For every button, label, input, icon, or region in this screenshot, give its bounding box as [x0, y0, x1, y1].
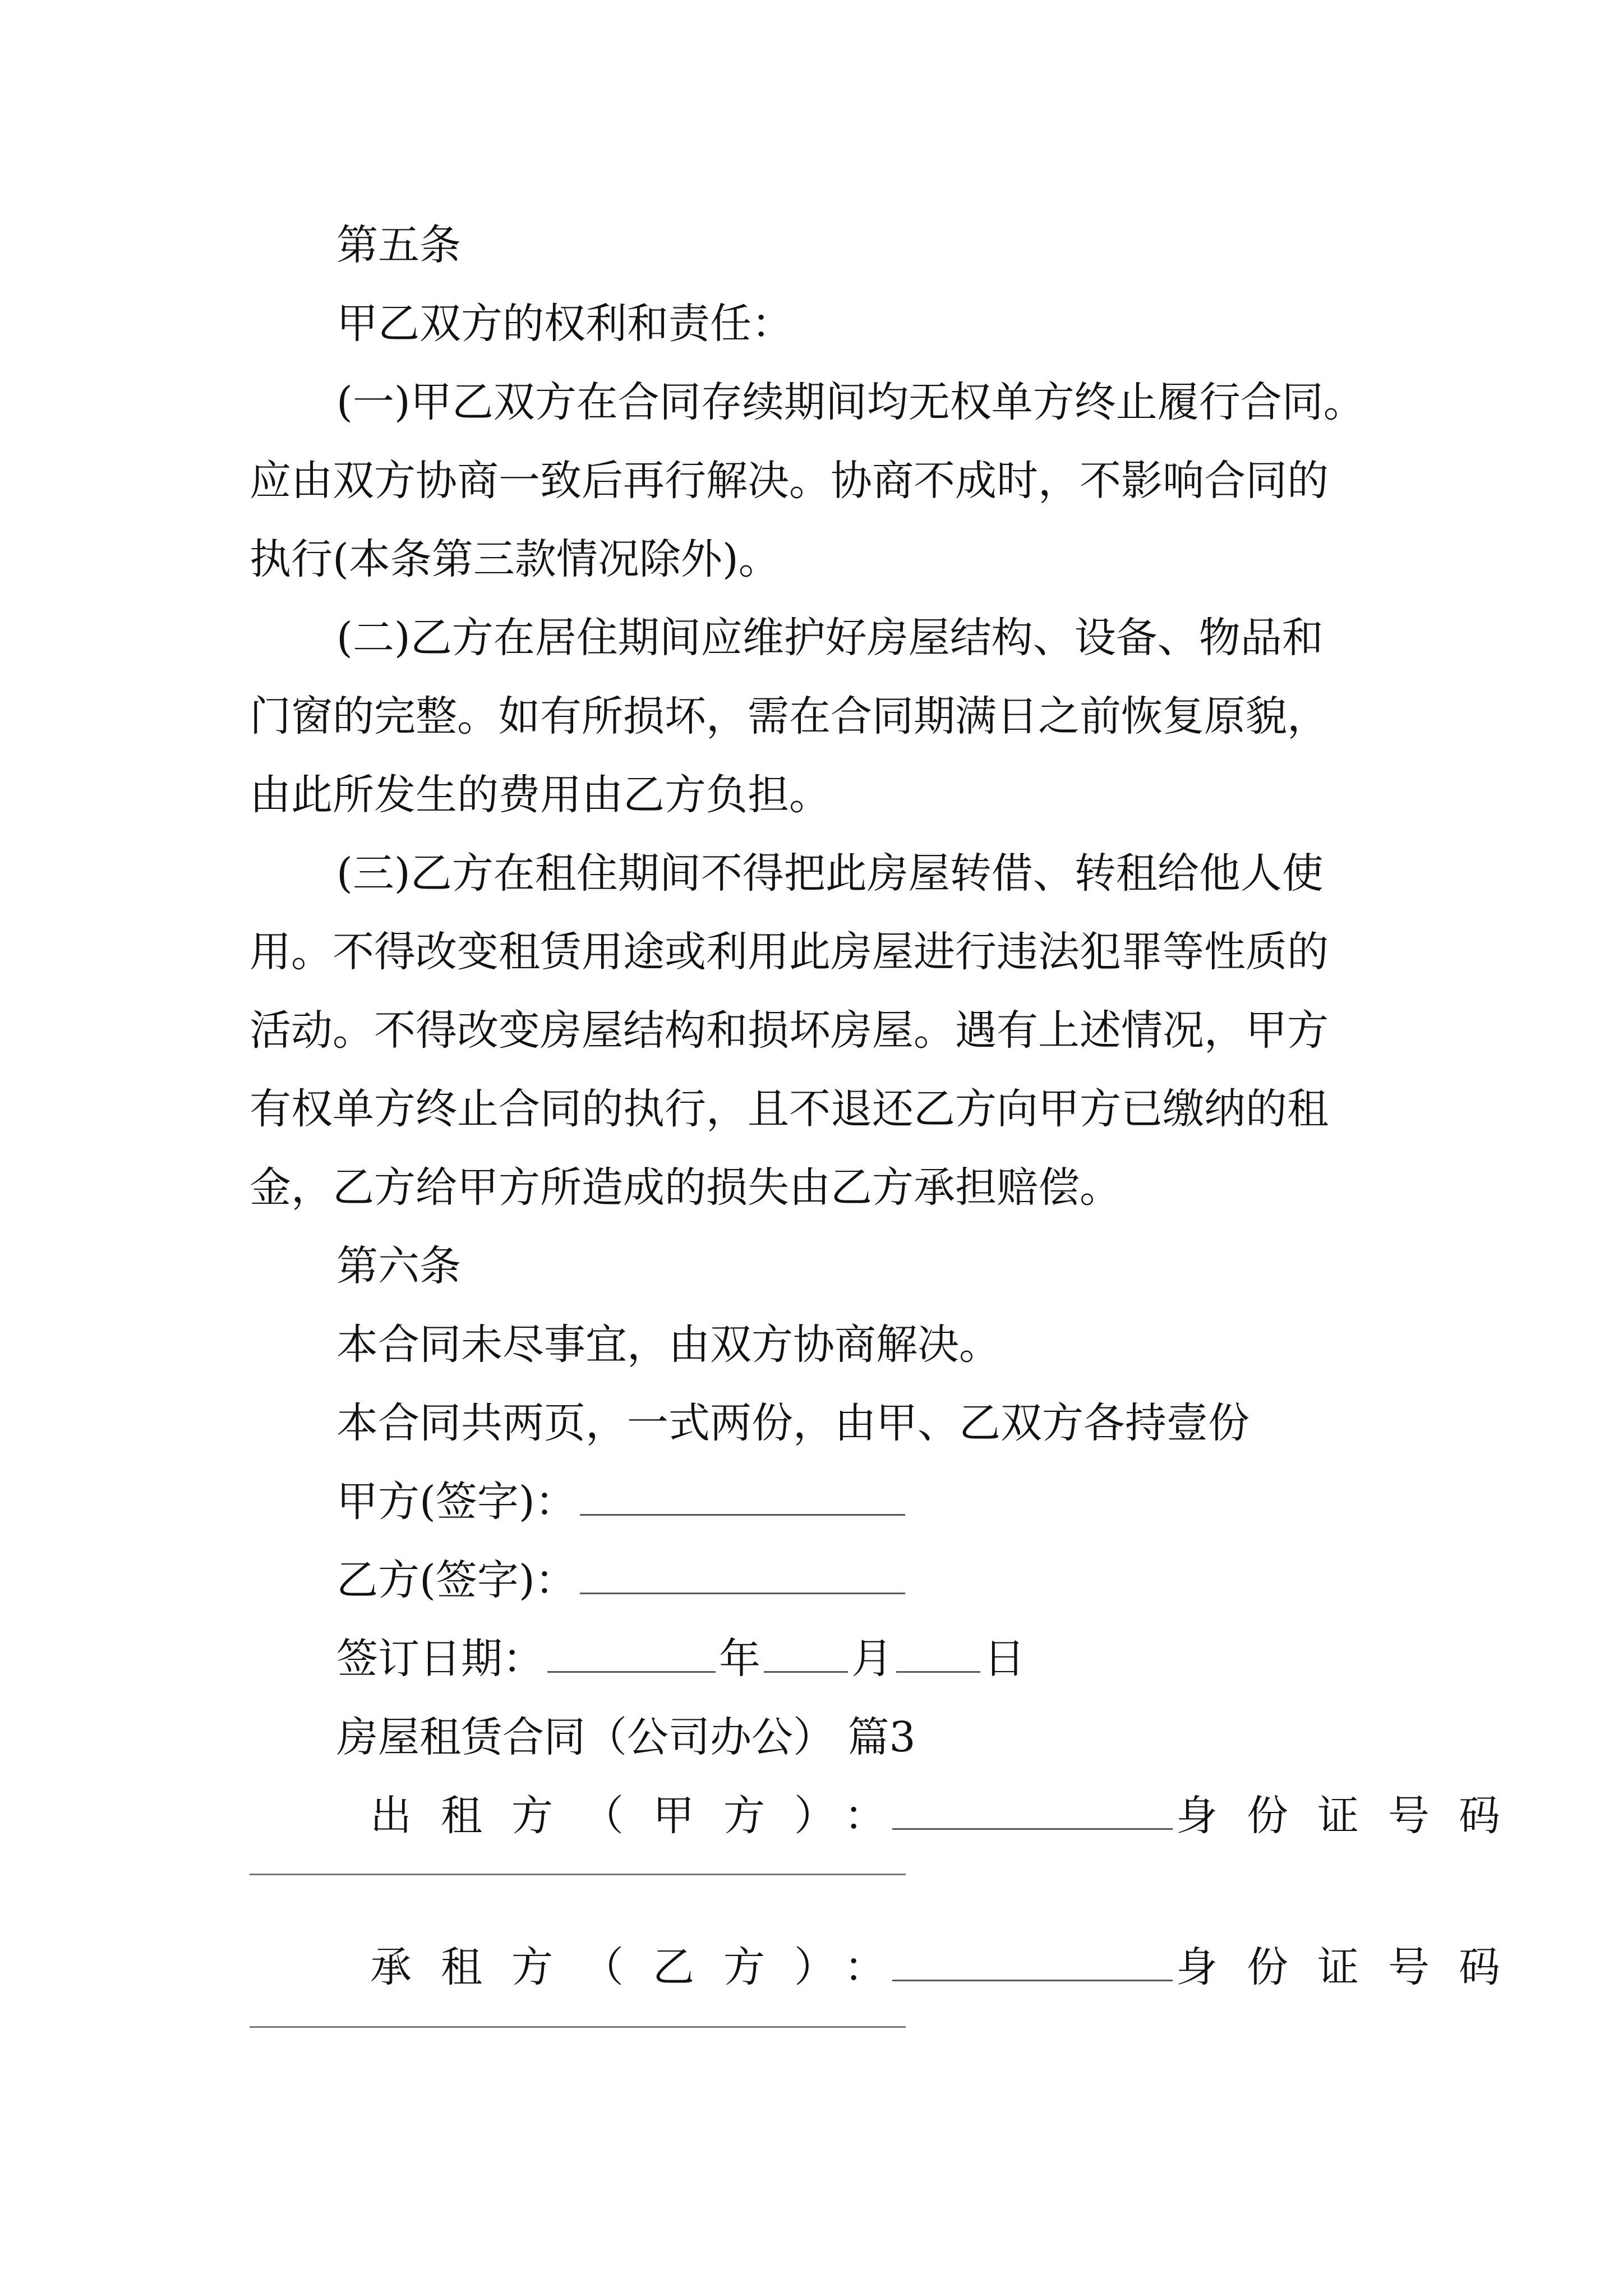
- clause3-line3: 活动。不得改变房屋结构和损坏房屋。遇有上述情况，甲方: [250, 1006, 1329, 1055]
- lessee-id-label: 身份证号码: [1176, 1943, 1529, 1991]
- party-a-signature-line: [336, 1474, 909, 1530]
- clause3-line5: 金，乙方给甲方所造成的损失由乙方承担赔偿。: [250, 1163, 1121, 1212]
- clause1-line1: (一)甲乙双方在合同存续期间均无权单方终止履行合同。: [336, 378, 1365, 426]
- clause2-line2: 门窗的完整。如有所损坏，需在合同期满日之前恢复原貌，: [250, 692, 1329, 740]
- month-blank[interactable]: [764, 1671, 848, 1673]
- lessee-id-blank[interactable]: [250, 2026, 906, 2028]
- lessor-name-blank[interactable]: [892, 1828, 1173, 1830]
- party-b-label: 乙方(签字)：: [336, 1556, 577, 1604]
- article6-heading: 第六条: [336, 1242, 461, 1290]
- year-label: 年: [719, 1635, 760, 1683]
- signing-date-line: [336, 1631, 1025, 1687]
- day-blank[interactable]: [896, 1671, 980, 1673]
- lessor-line: [370, 1788, 1529, 1844]
- year-blank[interactable]: [547, 1671, 716, 1673]
- party-b-blank[interactable]: [580, 1592, 905, 1594]
- clause2-line3: 由此所发生的费用由乙方负担。: [250, 771, 831, 819]
- article6-line1: 本合同未尽事宜，由双方协商解决。: [336, 1320, 1000, 1369]
- clause2-line1: (二)乙方在居住期间应维护好房屋结构、设备、物品和: [336, 614, 1324, 662]
- clause3-line2: 用。不得改变租赁用途或利用此房屋进行违法犯罪等性质的: [250, 928, 1329, 976]
- lessee-line: [370, 1939, 1529, 1995]
- lessor-label: 出租方（甲方）：: [370, 1792, 915, 1840]
- lessor-id-blank[interactable]: [250, 1874, 906, 1875]
- article5-heading: 第五条: [336, 221, 461, 269]
- clause3-line1: (三)乙方在租住期间不得把此房屋转借、转租给他人使: [336, 849, 1324, 898]
- lessor-id-label: 身份证号码: [1176, 1792, 1529, 1840]
- article5-intro: 甲乙双方的权利和责任：: [336, 300, 793, 348]
- lessee-name-blank[interactable]: [892, 1979, 1173, 1981]
- party-a-label: 甲方(签字)：: [336, 1478, 577, 1526]
- lessee-label: 承租方（乙方）：: [370, 1943, 915, 1991]
- article6-line2: 本合同共两页，一式两份，由甲、乙双方各持壹份: [336, 1399, 1249, 1447]
- party-b-signature-line: [336, 1552, 909, 1608]
- section3-title: 房屋租赁合同（公司办公） 篇3: [336, 1713, 916, 1761]
- clause1-line2: 应由双方协商一致后再行解决。协商不成时，不影响合同的: [250, 457, 1329, 505]
- clause1-line3: 执行(本条第三款情况除外)。: [250, 535, 780, 583]
- party-a-blank[interactable]: [580, 1513, 905, 1516]
- date-label: 签订日期：: [336, 1635, 544, 1683]
- clause3-line4: 有权单方终止合同的执行，且不退还乙方向甲方已缴纳的租: [250, 1085, 1329, 1133]
- day-label: 日: [984, 1635, 1025, 1683]
- month-label: 月: [851, 1635, 893, 1683]
